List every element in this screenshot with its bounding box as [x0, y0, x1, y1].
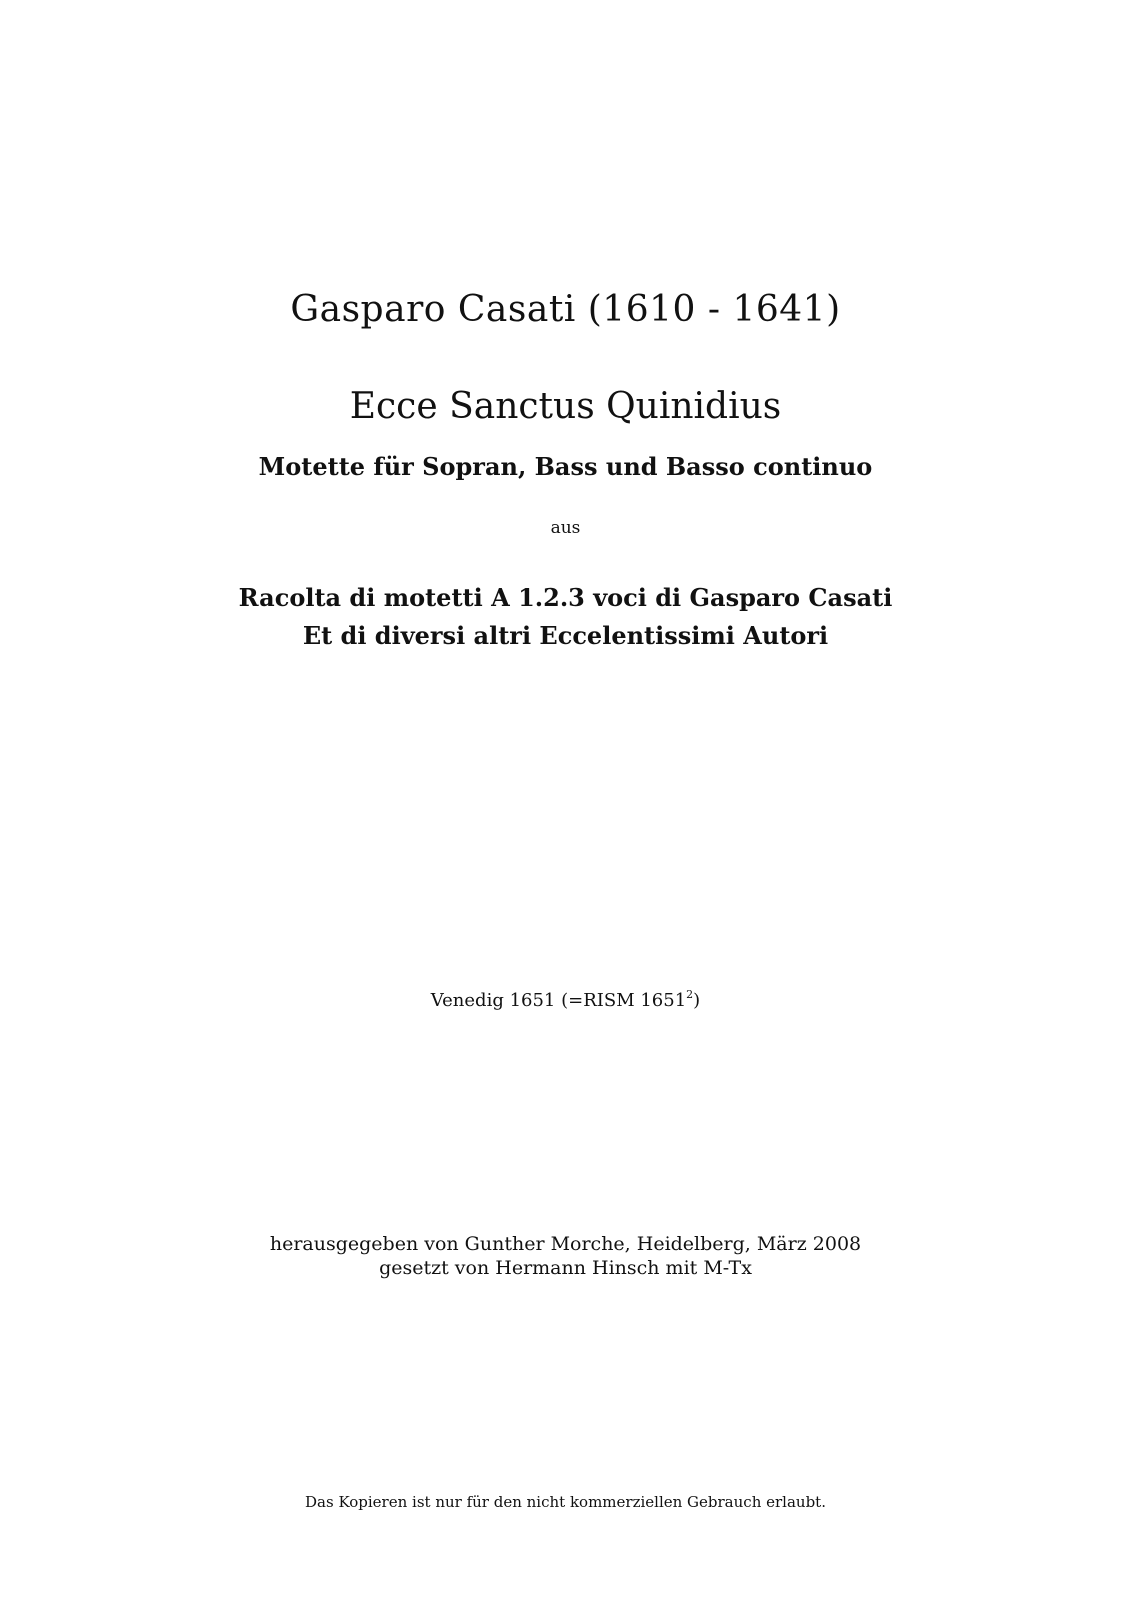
- composer-heading: Gasparo Casati (1610 - 1641): [290, 289, 841, 330]
- source-title-line-1: Racolta di motetti A 1.2.3 voci di Gasparo Casati: [238, 583, 893, 612]
- imprint: [0, 988, 1131, 1012]
- editor-credit: herausgegeben von Gunther Morche, Heidelberg, März 2008: [269, 1233, 862, 1255]
- copyright-notice: Das Kopieren ist nur für den nicht kommerziellen Gebrauch erlaubt.: [305, 1493, 826, 1511]
- work-title: Ecce Sanctus Quinidius: [349, 386, 782, 427]
- from-word: aus: [550, 518, 581, 538]
- source-title-line-2: Et di diversi altri Eccelentissimi Autori: [302, 621, 829, 650]
- imprint-text: Venedig 1651 (=RISM 1651: [430, 990, 687, 1011]
- work-subtitle: Motette für Sopran, Bass und Basso continuo: [258, 452, 873, 481]
- imprint-closing: ): [693, 990, 701, 1011]
- imprint-superscript: 2: [686, 988, 694, 1001]
- typesetter-credit: gesetzt von Hermann Hinsch mit M-Tx: [379, 1257, 752, 1279]
